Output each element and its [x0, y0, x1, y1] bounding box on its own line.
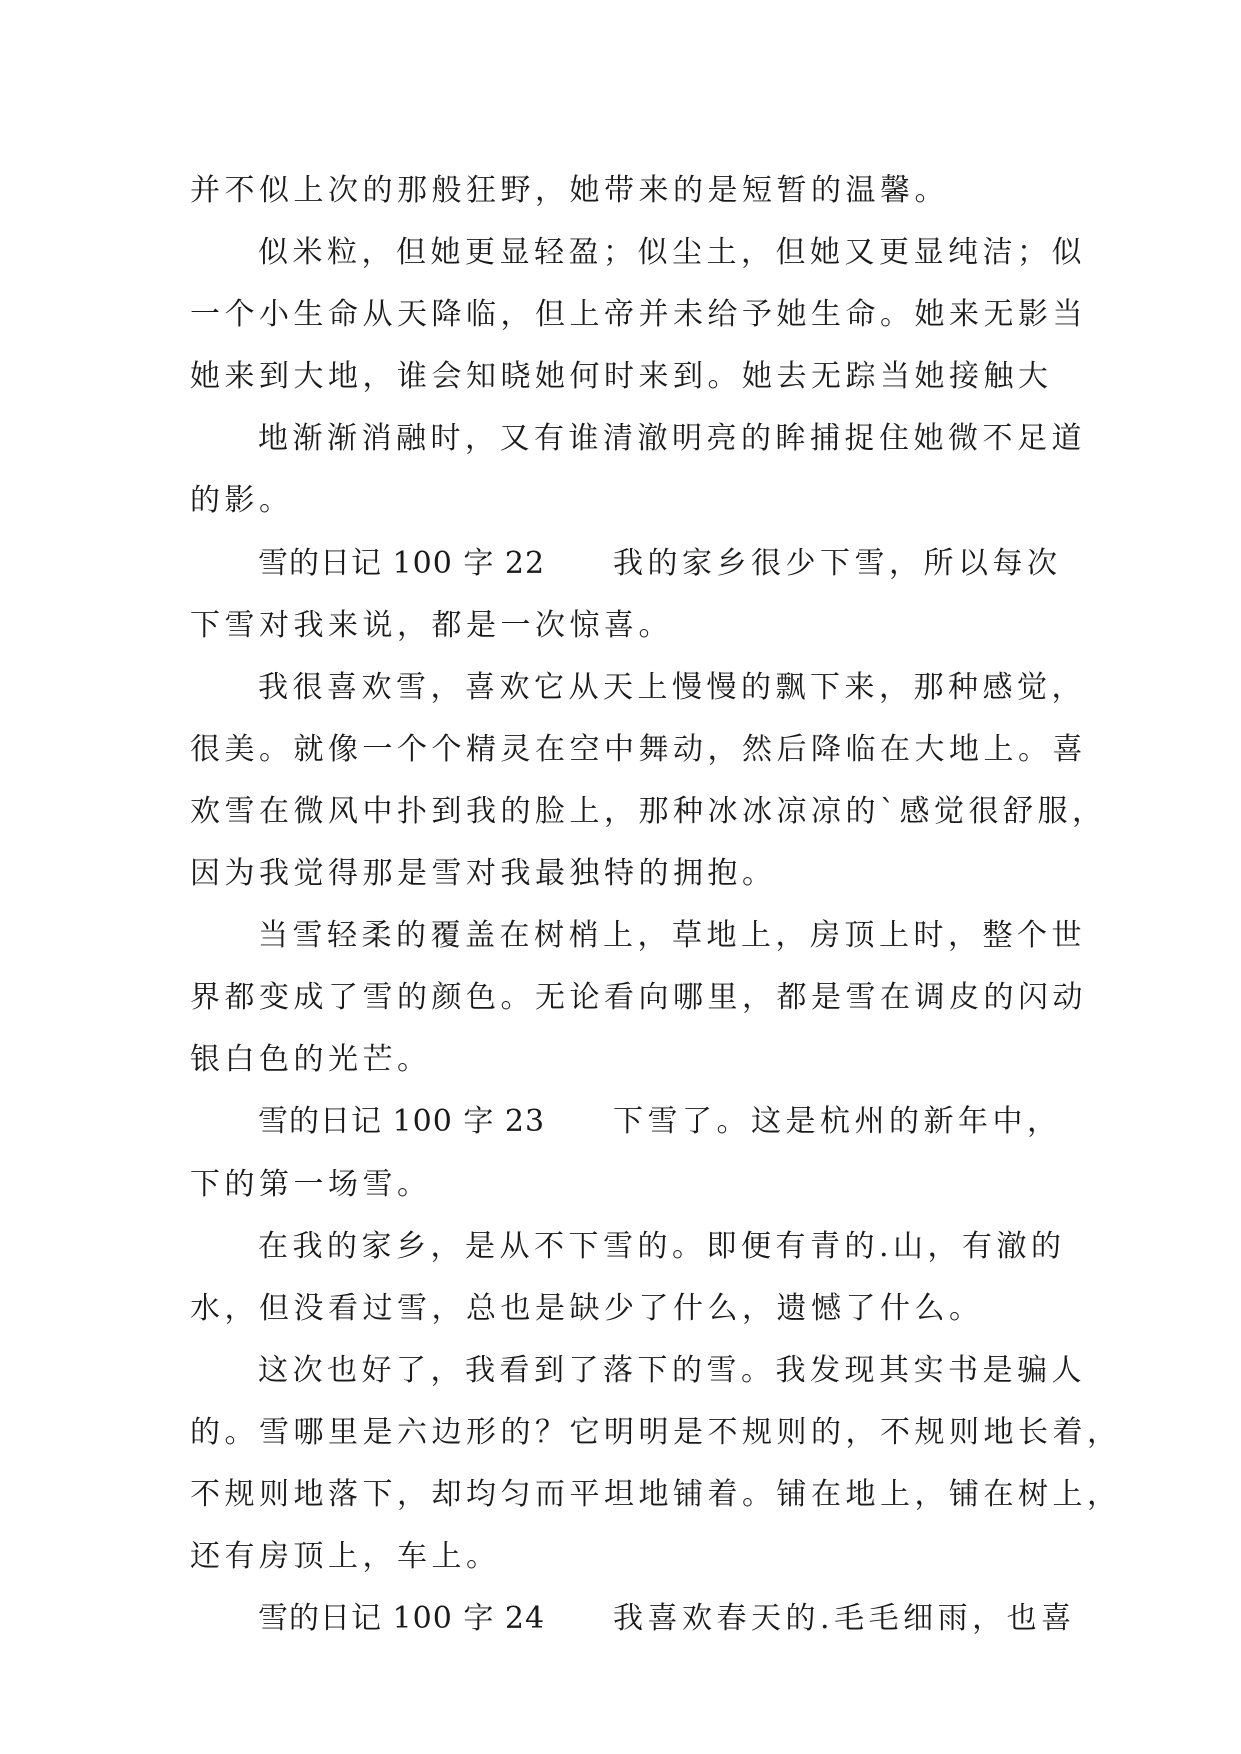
paragraph-line: 她来到大地，谁会知晓她何时来到。她去无踪当她接触大 — [190, 359, 1053, 395]
paragraph-line: 不规则地落下，却均匀而平坦地铺着。铺在地上，铺在树上， — [190, 1476, 1122, 1512]
paragraph-line: 很美。就像一个个精灵在空中舞动，然后降临在大地上。喜 — [190, 731, 1087, 767]
paragraph-line: 地渐渐消融时，又有谁清澈明亮的眸捕捉住她微不足道 — [258, 421, 1086, 457]
entry-heading: 雪的日记 100 字 23 — [258, 1104, 546, 1140]
paragraph-line: 因为我觉得那是雪对我最独特的拥抱。 — [190, 856, 777, 892]
entry-heading: 雪的日记 100 字 22 — [258, 545, 546, 581]
document-body — [190, 160, 1122, 1650]
entry-heading-line — [190, 1588, 1076, 1650]
paragraph-line: 当雪轻柔的覆盖在树梢上，草地上，房顶上时，整个世 — [258, 918, 1086, 954]
paragraph-line: 的影。 — [190, 483, 294, 519]
paragraph-line: 还有房顶上，车上。 — [190, 1539, 501, 1575]
paragraph-line: 水，但没看过雪，总也是缺少了什么，遗憾了什么。 — [190, 1290, 984, 1326]
paragraph-line: 这次也好了，我看到了落下的雪。我发现其实书是骗人 — [258, 1352, 1086, 1388]
paragraph-line: 银白色的光芒。 — [190, 1042, 432, 1078]
entry-heading-line — [190, 533, 1062, 595]
paragraph-text: 我的家乡很少下雪，所以每次 — [613, 545, 1062, 581]
paragraph-line: 一个小生命从天降临，但上帝并未给予她生命。她来无影当 — [190, 297, 1087, 333]
paragraph-line: 下雪对我来说，都是一次惊喜。 — [190, 607, 673, 643]
paragraph-line: 我很喜欢雪，喜欢它从天上慢慢的飘下来，那种感觉， — [258, 669, 1086, 705]
paragraph-line: 似米粒，但她更显轻盈；似尘土，但她又更显纯洁；似 — [258, 235, 1086, 271]
paragraph-line: 界都变成了雪的颜色。无论看向哪里，都是雪在调皮的闪动 — [190, 980, 1087, 1016]
paragraph-line: 下的第一场雪。 — [190, 1166, 432, 1202]
paragraph-text: 我喜欢春天的.毛毛细雨，也喜 — [613, 1601, 1076, 1637]
paragraph-line: 并不似上次的那般狂野，她带来的是短暂的温馨。 — [190, 173, 949, 208]
paragraph-line: 在我的家乡，是从不下雪的。即便有青的.山，有澈的 — [258, 1228, 1066, 1264]
entry-heading: 雪的日记 100 字 24 — [258, 1601, 546, 1637]
paragraph-text: 下雪了。这是杭州的新年中， — [613, 1104, 1062, 1140]
paragraph-line: 欢雪在微风中扑到我的脸上，那种冰冰凉凉的`感觉很舒服， — [190, 793, 1107, 829]
entry-heading-line — [190, 1091, 1062, 1153]
paragraph-line: 的。雪哪里是六边形的？它明明是不规则的，不规则地长着， — [190, 1414, 1122, 1450]
